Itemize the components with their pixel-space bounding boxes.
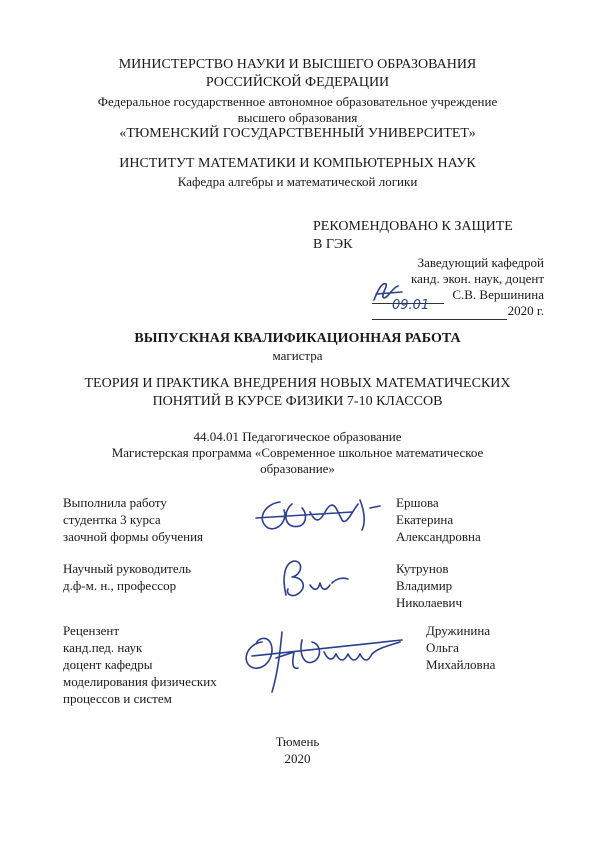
specialty-code: 44.04.01 Педагогическое образование (193, 429, 402, 444)
author-role-line3: заочной формы обучения (63, 529, 204, 544)
program-line1: Магистерская программа «Современное школьное математическое (111, 445, 484, 460)
work-title-line2: ПОНЯТИЙ В КУРСЕ ФИЗИКИ 7-10 КЛАССОВ (152, 394, 443, 409)
supervisor-name-line1: Кутрунов (396, 561, 449, 576)
reviewer-role-line1: Рецензент (63, 623, 120, 638)
approval-date-handwritten: 09.01 (392, 298, 430, 313)
approval-year: 2020 г. (507, 303, 544, 318)
work-type: ВЫПУСКНАЯ КВАЛИФИКАЦИОННАЯ РАБОТА (134, 331, 461, 346)
reviewer-role-line4: моделирования физических (63, 674, 217, 689)
university-name: «ТЮМЕНСКИЙ ГОСУДАРСТВЕННЫЙ УНИВЕРСИТЕТ» (119, 126, 476, 141)
supervisor-role-line2: д.ф-м. н., профессор (63, 578, 177, 593)
city: Тюмень (275, 734, 320, 749)
supervisor-signature-icon (276, 555, 356, 605)
institute-name: ИНСТИТУТ МАТЕМАТИКИ И КОМПЬЮТЕРНЫХ НАУК (119, 156, 476, 171)
supervisor-name-line2: Владимир (396, 578, 453, 593)
work-title-line1: ТЕОРИЯ И ПРАКТИКА ВНЕДРЕНИЯ НОВЫХ МАТЕМАТИЧЕСКИХ (84, 376, 511, 391)
reviewer-role-line5: процессов и систем (63, 691, 172, 706)
reviewer-role-line3: доцент кафедры (63, 657, 153, 672)
reviewer-name-line1: Дружинина (426, 623, 491, 638)
institution-type-line2: высшего образования (237, 110, 358, 125)
reviewer-signature-icon (232, 612, 412, 702)
head-title: Заведующий кафедрой (417, 255, 544, 270)
author-role-line2: студентка 3 курса (63, 512, 161, 527)
author-name-line1: Ершова (396, 495, 439, 510)
supervisor-name-line3: Николаевич (396, 595, 462, 610)
reviewer-name-line3: Михайловна (426, 657, 496, 672)
work-degree: магистра (272, 348, 323, 363)
approval-line1: РЕКОМЕНДОВАНО К ЗАЩИТЕ (313, 219, 513, 234)
author-role-line1: Выполнила работу (63, 495, 167, 510)
supervisor-role-line1: Научный руководитель (63, 561, 192, 576)
ministry-line2: РОССИЙСКОЙ ФЕДЕРАЦИИ (205, 75, 390, 90)
institution-type-line1: Федеральное государственное автономное образовательное учреждение (97, 94, 498, 109)
department-name: Кафедра алгебры и математической логики (177, 174, 418, 189)
head-name: С.В. Вершинина (452, 287, 544, 302)
reviewer-role-line2: канд.пед. наук (63, 640, 143, 655)
author-name-line3: Александровна (396, 529, 481, 544)
program-line2: образование» (260, 461, 335, 476)
head-degree: канд. экон. наук, доцент (410, 271, 544, 286)
head-signature-icon (368, 278, 408, 306)
reviewer-name-line2: Ольга (426, 640, 459, 655)
approval-line2: В ГЭК (313, 237, 353, 252)
author-name-line2: Екатерина (396, 512, 454, 527)
footer-year: 2020 (284, 751, 311, 766)
ministry-line1: МИНИСТЕРСТВО НАУКИ И ВЫСШЕГО ОБРАЗОВАНИЯ (118, 57, 477, 72)
author-signature-icon (252, 490, 382, 540)
